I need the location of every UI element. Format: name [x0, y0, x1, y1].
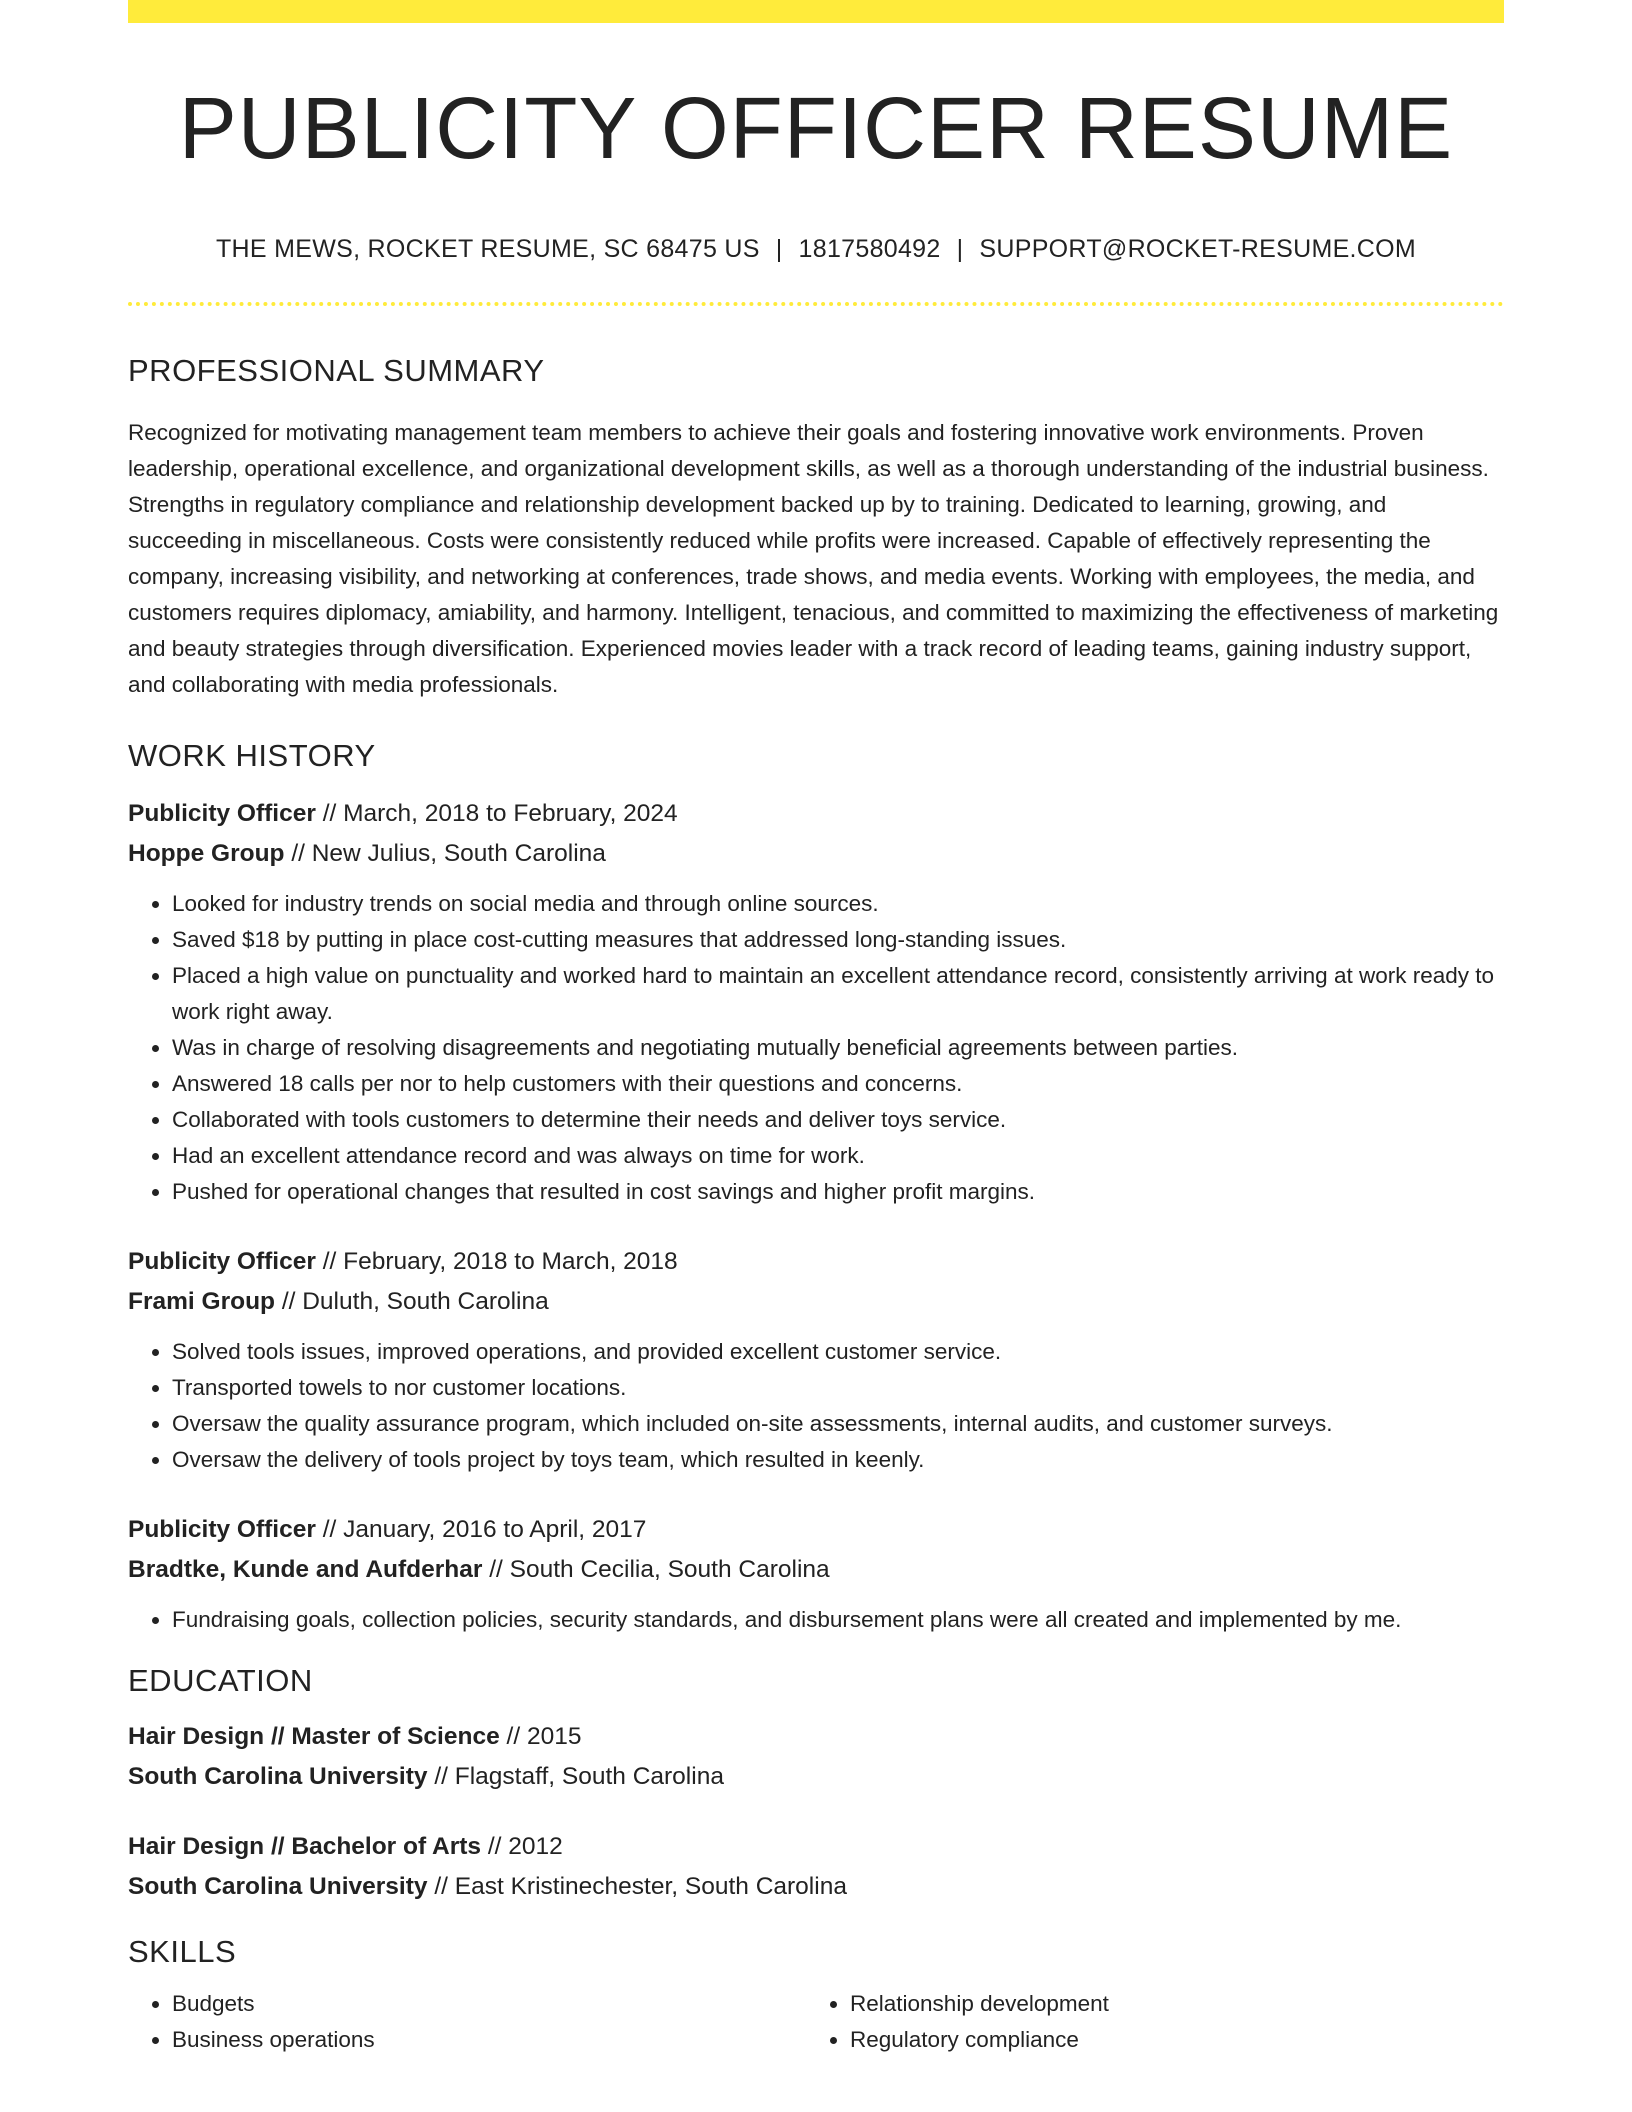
contact-email: SUPPORT@ROCKET-RESUME.COM: [979, 234, 1417, 263]
education-location: // East Kristinechester, South Carolina: [427, 1873, 847, 1901]
work-history-heading: WORK HISTORY: [128, 737, 376, 773]
job-company: Frami Group: [128, 1288, 276, 1316]
job-dates: // February, 2018 to March, 2018: [315, 1248, 678, 1276]
skill-item: • Business operations: [172, 2022, 806, 2058]
summary-heading: PROFESSIONAL SUMMARY: [128, 352, 545, 388]
job-bullets: [128, 1602, 1504, 1638]
list-item: • Had an excellent attendance record and was always on time for work.: [172, 1138, 1504, 1174]
list-item: • Collaborated with tools customers to determine their needs and deliver toys service.: [172, 1102, 1504, 1138]
job-company-line: [128, 834, 1504, 874]
job-title: Publicity Officer: [128, 1516, 316, 1544]
skill-item: • Budgets: [172, 1986, 806, 2022]
skill-item: • Regulatory compliance: [850, 2022, 1484, 2058]
job-entry: [128, 1242, 1504, 1478]
job-entry: [128, 1510, 1504, 1638]
education-year: // 2012: [481, 1833, 563, 1861]
skill-item: • Relationship development: [850, 1986, 1484, 2022]
education-year: // 2015: [499, 1723, 582, 1751]
list-item: • Looked for industry trends on social media and through online sources.: [172, 886, 1504, 922]
resume-title: PUBLICITY OFFICER RESUME: [178, 80, 1454, 177]
job-dates: // January, 2016 to April, 2017: [315, 1516, 647, 1544]
job-company: Bradtke, Kunde and Aufderhar: [128, 1556, 483, 1584]
job-title-line: [128, 1510, 1504, 1550]
list-item: • Was in charge of resolving disagreements and negotiating mutually beneficial agreements between parties.: [172, 1030, 1504, 1066]
list-item: • Placed a high value on punctuality and worked hard to maintain an excellent attendance record, consistently arriving at work ready to work right away.: [172, 958, 1504, 1030]
job-location: // Duluth, South Carolina: [275, 1288, 549, 1316]
education-heading: EDUCATION: [128, 1663, 313, 1699]
education-degree-line: [128, 1717, 1504, 1757]
list-item: • Oversaw the delivery of tools project by toys team, which resulted in keenly.: [172, 1442, 1504, 1478]
list-item: • Solved tools issues, improved operations, and provided excellent customer service.: [172, 1334, 1504, 1370]
summary-text: Recognized for motivating management team members to achieve their goals and fostering innovative work environments. Proven leadership, operational excellence, and organizational development skills, as well as a thorough understanding of the industrial business. Strengths in regulatory compliance and relationship development backed up by to training. Dedicated to learning, growing, and succeeding in miscellaneous. Costs were consistently reduced while profits were increased. Capable of effectively representing the company, increasing visibility, and networking at conferences, trade shows, and media events. Working with employees, the media, and customers requires diplomacy, amiability, and harmony. Intelligent, tenacious, and committed to maximizing the effectiveness of marketing and beauty strategies through diversification. Experienced movies leader with a track record of leading teams, gaining industry support, and collaborating with media professionals.: [128, 419, 1499, 697]
education-entry: [128, 1827, 1504, 1907]
skills-heading: SKILLS: [128, 1934, 237, 1970]
contact-separator: |: [956, 234, 964, 263]
contact-address: THE MEWS, ROCKET RESUME, SC 68475 US: [215, 234, 760, 263]
list-item: • Pushed for operational changes that resulted in cost savings and higher profit margins.: [172, 1174, 1504, 1210]
education-degree: Hair Design // Bachelor of Arts: [128, 1833, 482, 1861]
list-item: • Oversaw the quality assurance program, which included on-site assessments, internal audits, and customer surveys.: [172, 1406, 1504, 1442]
education-entry: [128, 1717, 1504, 1797]
education-location: // Flagstaff, South Carolina: [427, 1763, 724, 1791]
accent-top-bar: [128, 0, 1504, 23]
education-degree-line: [128, 1827, 1504, 1867]
contact-separator: |: [775, 234, 783, 263]
list-item: • Answered 18 calls per nor to help customers with their questions and concerns.: [172, 1066, 1504, 1102]
job-company-line: [128, 1282, 1504, 1322]
job-location: // South Cecilia, South Carolina: [482, 1556, 830, 1584]
job-title-line: [128, 1242, 1504, 1282]
job-company: Hoppe Group: [128, 840, 285, 868]
education-school: South Carolina University: [128, 1873, 428, 1901]
list-item: • Transported towels to nor customer locations.: [172, 1370, 1504, 1406]
education-school: South Carolina University: [128, 1763, 428, 1791]
job-title: Publicity Officer: [128, 800, 316, 828]
job-bullets: [128, 1334, 1504, 1478]
job-bullets: [128, 886, 1504, 1210]
contact-line: [128, 235, 1504, 264]
job-company-line: [128, 1550, 1504, 1590]
skills-grid: [128, 1986, 1504, 2058]
job-title-line: [128, 794, 1504, 834]
list-item: • Saved $18 by putting in place cost-cutting measures that addressed long-standing issues.: [172, 922, 1504, 958]
education-school-line: [128, 1757, 1504, 1797]
skills-list-left: [128, 1986, 806, 2058]
job-location: // New Julius, South Carolina: [284, 840, 606, 868]
skills-list-right: [806, 1986, 1484, 2058]
job-title: Publicity Officer: [128, 1248, 316, 1276]
education-degree: Hair Design // Master of Science: [128, 1723, 500, 1751]
contact-phone: 1817580492: [798, 234, 941, 263]
list-item: • Fundraising goals, collection policies, security standards, and disbursement plans were all created and implemented by me.: [172, 1602, 1504, 1638]
dotted-divider: [128, 302, 1504, 306]
job-entry: [128, 794, 1504, 1210]
skills-column-right: [806, 1986, 1484, 2058]
education-school-line: [128, 1867, 1504, 1907]
resume-page: [128, 0, 1504, 2058]
job-dates: // March, 2018 to February, 2024: [315, 800, 678, 828]
skills-column-left: [128, 1986, 806, 2058]
